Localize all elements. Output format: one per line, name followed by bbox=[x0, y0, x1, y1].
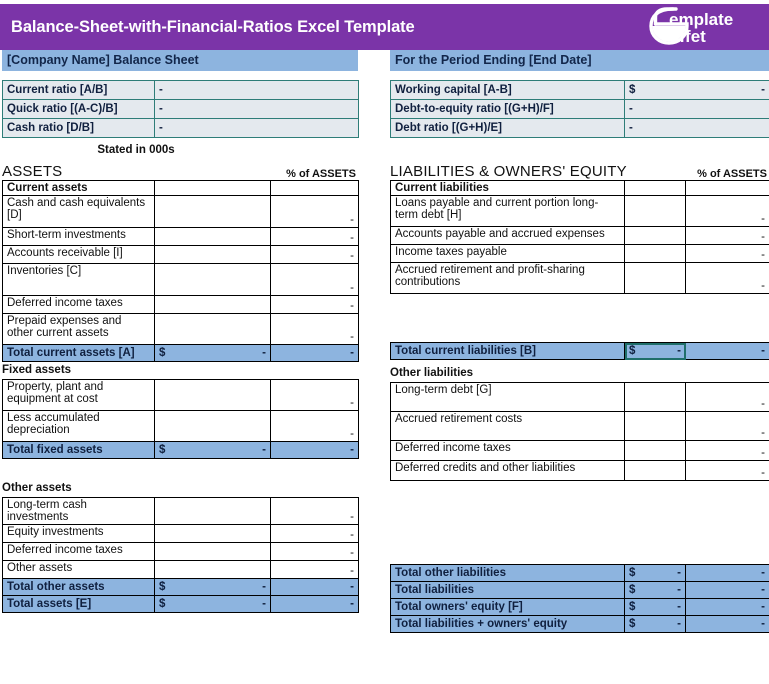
cell-pct[interactable]: - bbox=[686, 412, 769, 441]
cell-amount[interactable] bbox=[155, 196, 271, 228]
cell-pct[interactable]: - bbox=[271, 525, 359, 543]
table-row[interactable] bbox=[391, 245, 769, 263]
cell-amount[interactable] bbox=[155, 411, 271, 442]
row-label: Short-term investments bbox=[3, 228, 155, 246]
row-label: Other assets bbox=[3, 561, 155, 579]
cell-amount[interactable] bbox=[625, 227, 686, 245]
liabilities-section-header bbox=[390, 160, 769, 180]
currency-symbol: $ bbox=[159, 444, 166, 456]
cell-pct[interactable]: - bbox=[271, 411, 359, 442]
cell-amount[interactable] bbox=[155, 228, 271, 246]
current-ratio-label: Current ratio [A/B] bbox=[3, 81, 155, 100]
currency-symbol: $ bbox=[629, 618, 636, 630]
row-label: Income taxes payable bbox=[391, 245, 625, 263]
assets-panel bbox=[2, 50, 358, 613]
total-current-liabilities-amount[interactable] bbox=[625, 343, 686, 360]
currency-symbol: $ bbox=[159, 347, 166, 359]
table-row[interactable] bbox=[3, 561, 359, 579]
cell-amount[interactable] bbox=[155, 380, 271, 411]
total-current-liabilities-table bbox=[390, 342, 769, 360]
table-row[interactable] bbox=[391, 441, 769, 461]
debt-ratio-label: Debt ratio [(G+H)/E] bbox=[391, 119, 625, 138]
currency-symbol: $ bbox=[159, 581, 166, 593]
cell-amount[interactable] bbox=[155, 296, 271, 314]
working-capital-value[interactable] bbox=[625, 81, 769, 100]
total-liabilities-plus-equity-label: Total liabilities + owners' equity bbox=[391, 616, 625, 633]
currency-symbol: $ bbox=[629, 345, 636, 357]
total-row[interactable] bbox=[391, 582, 769, 599]
total-row[interactable] bbox=[391, 343, 769, 360]
row-label: Prepaid expenses and other current assets bbox=[3, 314, 155, 345]
total-liabilities-label: Total liabilities bbox=[391, 582, 625, 599]
ladle-logo-icon bbox=[643, 5, 763, 49]
cash-ratio-label: Cash ratio [D/B] bbox=[3, 119, 155, 138]
row-label: Deferred income taxes bbox=[3, 543, 155, 561]
cell-pct[interactable]: - bbox=[686, 196, 769, 227]
row-label: Long-term cash investments bbox=[3, 498, 155, 525]
brand-line-2: uffet bbox=[669, 27, 706, 46]
table-row[interactable] bbox=[3, 314, 359, 345]
row-label: Deferred income taxes bbox=[3, 296, 155, 314]
cell-amount[interactable] bbox=[155, 525, 271, 543]
row-label: Less accumulated depreciation bbox=[3, 411, 155, 442]
working-capital-label: Working capital [A-B] bbox=[391, 81, 625, 100]
current-liabilities-subhead: Current liabilities bbox=[391, 181, 625, 196]
row-label: Inventories [C] bbox=[3, 264, 155, 296]
table-row[interactable] bbox=[3, 119, 359, 138]
table-row[interactable] bbox=[3, 196, 359, 228]
cell-pct[interactable]: - bbox=[271, 296, 359, 314]
debt-ratio-value[interactable]: - bbox=[625, 119, 769, 138]
cell-amount[interactable] bbox=[155, 498, 271, 525]
page-title: Balance-Sheet-with-Financial-Ratios Excel Template bbox=[11, 17, 415, 36]
debt-to-equity-label: Debt-to-equity ratio [(G+H)/F] bbox=[391, 100, 625, 119]
liabilities-panel bbox=[390, 50, 769, 633]
row-label: Deferred credits and other liabilities bbox=[391, 461, 625, 481]
quick-ratio-value[interactable]: - bbox=[155, 100, 359, 119]
cell-pct[interactable]: - bbox=[271, 264, 359, 296]
total-assets-label: Total assets [E] bbox=[3, 596, 155, 613]
total-other-assets-amount[interactable] bbox=[155, 579, 271, 596]
cell-pct[interactable]: - bbox=[271, 228, 359, 246]
total-current-liabilities-label: Total current liabilities [B] bbox=[391, 343, 625, 360]
liabilities-totals-table bbox=[390, 564, 769, 633]
row-label: Loans payable and current portion long-term debt [H] bbox=[391, 196, 625, 227]
row-label: Deferred income taxes bbox=[391, 441, 625, 461]
cell-pct[interactable]: - bbox=[271, 314, 359, 345]
cell-amount[interactable] bbox=[625, 383, 686, 412]
total-liabilities-pct[interactable]: - bbox=[686, 582, 769, 599]
row-label: Long-term debt [G] bbox=[391, 383, 625, 412]
total-current-assets-pct[interactable]: - bbox=[271, 345, 359, 362]
cell-pct[interactable]: - bbox=[686, 383, 769, 412]
cell-amount[interactable] bbox=[155, 314, 271, 345]
current-liabilities-table bbox=[390, 180, 769, 294]
cell-amount[interactable] bbox=[625, 263, 686, 294]
cell-amount[interactable] bbox=[625, 441, 686, 461]
cell-pct[interactable]: - bbox=[686, 461, 769, 481]
total-fixed-assets-amount[interactable] bbox=[155, 442, 271, 459]
total-owners-equity-amount[interactable] bbox=[625, 599, 686, 616]
cell-pct[interactable]: - bbox=[271, 561, 359, 579]
row-label: Accrued retirement costs bbox=[391, 412, 625, 441]
total-row[interactable] bbox=[3, 596, 359, 613]
cell-pct[interactable]: - bbox=[271, 196, 359, 228]
total-owners-equity-label: Total owners' equity [F] bbox=[391, 599, 625, 616]
brand-line-1: emplate bbox=[669, 10, 734, 29]
total-row[interactable] bbox=[391, 565, 769, 582]
cell-amount[interactable] bbox=[625, 412, 686, 441]
liabilities-heading: LIABILITIES & OWNERS' EQUITY bbox=[390, 163, 627, 180]
table-row[interactable] bbox=[3, 543, 359, 561]
table-row[interactable] bbox=[391, 461, 769, 481]
total-other-liabilities-amount[interactable] bbox=[625, 565, 686, 582]
cell-amount[interactable] bbox=[155, 543, 271, 561]
row-label: Cash and cash equivalents [D] bbox=[3, 196, 155, 228]
amount-value: - bbox=[677, 584, 681, 596]
amount-value: - bbox=[262, 581, 266, 593]
total-row[interactable] bbox=[3, 345, 359, 362]
cell-pct[interactable]: - bbox=[271, 543, 359, 561]
cell-amount[interactable] bbox=[625, 461, 686, 481]
total-other-liabilities-label: Total other liabilities bbox=[391, 565, 625, 582]
total-row[interactable] bbox=[3, 442, 359, 459]
total-fixed-assets-label: Total fixed assets bbox=[3, 442, 155, 459]
currency-symbol: $ bbox=[629, 584, 636, 596]
currency-symbol: $ bbox=[629, 84, 636, 96]
cell-pct[interactable]: - bbox=[271, 246, 359, 264]
total-row[interactable] bbox=[391, 599, 769, 616]
currency-symbol: $ bbox=[629, 601, 636, 613]
total-fixed-assets-pct[interactable]: - bbox=[271, 442, 359, 459]
cell-amount[interactable] bbox=[155, 246, 271, 264]
leverage-ratios-table bbox=[390, 80, 769, 138]
total-current-liabilities-pct[interactable]: - bbox=[686, 343, 769, 360]
table-row[interactable] bbox=[3, 525, 359, 543]
table-row[interactable] bbox=[3, 246, 359, 264]
table-row[interactable] bbox=[3, 100, 359, 119]
assets-section-header bbox=[2, 160, 358, 180]
table-row[interactable] bbox=[3, 498, 359, 525]
table-row[interactable] bbox=[391, 263, 769, 294]
row-label: Accrued retirement and profit-sharing contributions bbox=[391, 263, 625, 294]
cell-pct[interactable]: - bbox=[686, 245, 769, 263]
total-row[interactable] bbox=[391, 616, 769, 633]
table-row[interactable] bbox=[3, 228, 359, 246]
currency-symbol: $ bbox=[629, 567, 636, 579]
total-row[interactable] bbox=[3, 579, 359, 596]
table-row[interactable] bbox=[391, 100, 769, 119]
row-label: Accounts payable and accrued expenses bbox=[391, 227, 625, 245]
cell-amount[interactable] bbox=[625, 181, 686, 196]
fixed-assets-table bbox=[2, 379, 359, 459]
stated-in-thousands-note: Stated in 000s bbox=[97, 144, 175, 156]
cell-pct[interactable] bbox=[271, 181, 359, 196]
amount-value: - bbox=[677, 567, 681, 579]
total-liabilities-plus-equity-amount[interactable] bbox=[625, 616, 686, 633]
amount-value: - bbox=[262, 598, 266, 610]
cell-amount[interactable] bbox=[155, 561, 271, 579]
total-liabilities-plus-equity-pct[interactable]: - bbox=[686, 616, 769, 633]
cell-amount[interactable] bbox=[625, 196, 686, 227]
amount-value: - bbox=[677, 601, 681, 613]
table-row[interactable] bbox=[3, 264, 359, 296]
cell-amount[interactable] bbox=[155, 181, 271, 196]
table-row[interactable] bbox=[3, 296, 359, 314]
cell-pct[interactable]: - bbox=[271, 380, 359, 411]
cell-amount[interactable] bbox=[155, 264, 271, 296]
total-assets-amount[interactable] bbox=[155, 596, 271, 613]
amount-value: - bbox=[677, 618, 681, 630]
total-assets-pct[interactable]: - bbox=[271, 596, 359, 613]
current-ratio-value[interactable]: - bbox=[155, 81, 359, 100]
current-assets-table bbox=[2, 180, 359, 362]
row-label: Accounts receivable [I] bbox=[3, 246, 155, 264]
table-row[interactable] bbox=[391, 412, 769, 441]
amount-value: - bbox=[262, 444, 266, 456]
total-liabilities-amount[interactable] bbox=[625, 582, 686, 599]
table-row[interactable] bbox=[391, 227, 769, 245]
value-text: - bbox=[761, 84, 765, 96]
table-row[interactable] bbox=[391, 119, 769, 138]
currency-symbol: $ bbox=[159, 598, 166, 610]
period-ending-band: For the Period Ending [End Date] bbox=[390, 50, 769, 71]
liabilities-pct-header: % of ASSETS bbox=[697, 168, 767, 180]
total-other-assets-label: Total other assets bbox=[3, 579, 155, 596]
total-other-liabilities-pct[interactable]: - bbox=[686, 565, 769, 582]
debt-to-equity-value[interactable]: - bbox=[625, 100, 769, 119]
table-row[interactable] bbox=[3, 81, 359, 100]
table-row[interactable] bbox=[3, 411, 359, 442]
row-label: Equity investments bbox=[3, 525, 155, 543]
quick-ratio-label: Quick ratio [(A-C)/B] bbox=[3, 100, 155, 119]
template-buffet-logo[interactable] bbox=[643, 5, 763, 49]
cell-pct[interactable]: - bbox=[271, 498, 359, 525]
fixed-assets-subhead: Fixed assets bbox=[2, 364, 72, 376]
table-row[interactable] bbox=[391, 383, 769, 412]
row-label: Property, plant and equipment at cost bbox=[3, 380, 155, 411]
cell-pct[interactable]: - bbox=[686, 441, 769, 461]
assets-heading: ASSETS bbox=[2, 163, 63, 180]
cell-pct[interactable] bbox=[686, 181, 769, 196]
app-header-bar bbox=[0, 4, 769, 50]
total-current-assets-label: Total current assets [A] bbox=[3, 345, 155, 362]
amount-value: - bbox=[262, 347, 266, 359]
total-owners-equity-pct[interactable]: - bbox=[686, 599, 769, 616]
other-liabilities-table bbox=[390, 382, 769, 481]
cash-ratio-value[interactable]: - bbox=[155, 119, 359, 138]
table-row bbox=[391, 181, 769, 196]
cell-amount[interactable] bbox=[625, 245, 686, 263]
total-current-assets-amount[interactable] bbox=[155, 345, 271, 362]
liquidity-ratios-table bbox=[2, 80, 359, 138]
other-assets-subhead: Other assets bbox=[2, 482, 72, 494]
current-assets-subhead: Current assets bbox=[3, 181, 155, 196]
table-row[interactable] bbox=[391, 81, 769, 100]
amount-value: - bbox=[677, 345, 681, 357]
cell-pct[interactable]: - bbox=[686, 263, 769, 294]
table-row[interactable] bbox=[3, 380, 359, 411]
table-row[interactable] bbox=[391, 196, 769, 227]
assets-pct-header: % of ASSETS bbox=[286, 168, 356, 180]
other-liabilities-subhead: Other liabilities bbox=[390, 367, 474, 379]
cell-pct[interactable]: - bbox=[686, 227, 769, 245]
total-other-assets-pct[interactable]: - bbox=[271, 579, 359, 596]
company-name-band: [Company Name] Balance Sheet bbox=[2, 50, 358, 71]
worksheet-area bbox=[0, 50, 769, 684]
table-row bbox=[3, 181, 359, 196]
other-assets-table bbox=[2, 497, 359, 613]
